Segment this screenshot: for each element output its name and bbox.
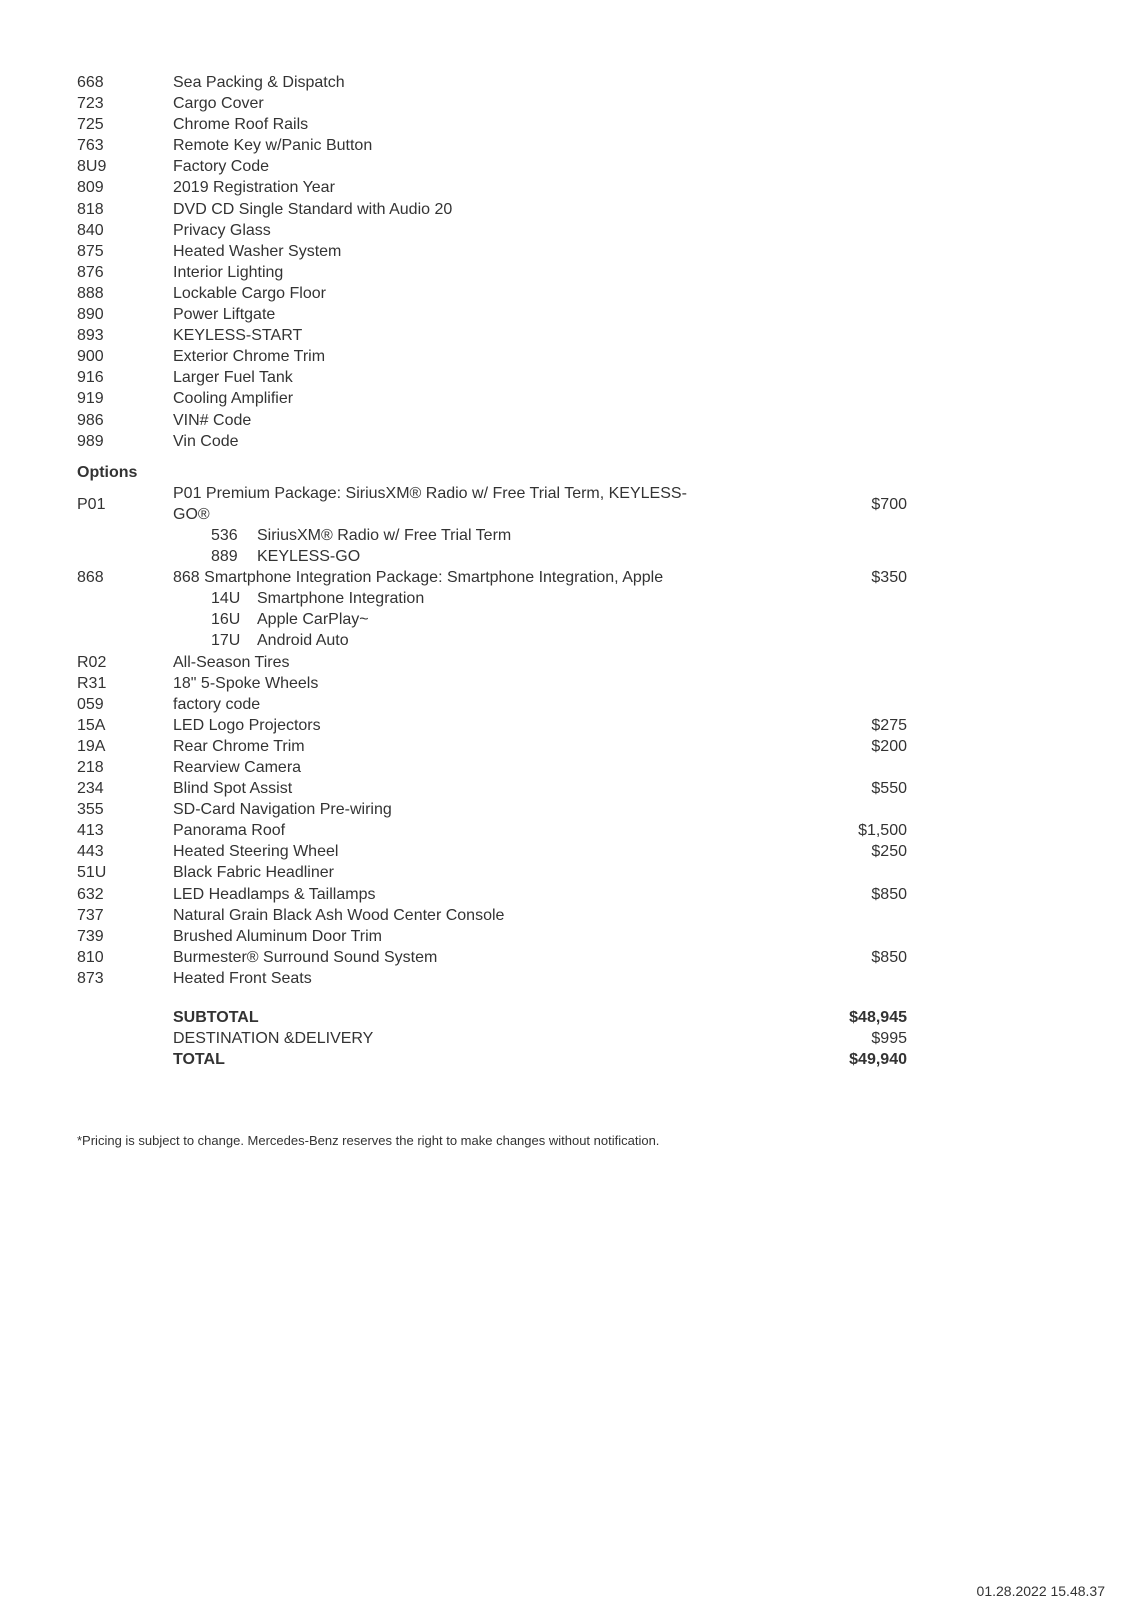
package-description: 868 Smartphone Integration Package: Smartphone Integration, Apple [173, 569, 664, 587]
option-description: Brushed Aluminum Door Trim [173, 927, 382, 945]
standard-item-row [77, 325, 907, 346]
package-price: $700 [871, 495, 907, 513]
sub-item-description: KEYLESS-GO [257, 548, 361, 566]
option-code: 873 [77, 969, 104, 987]
option-code: 51U [77, 864, 107, 882]
standard-item-row [77, 346, 907, 367]
item-description: VIN# Code [173, 411, 252, 429]
delivery-value: $995 [871, 1030, 907, 1048]
option-item-row [77, 841, 907, 862]
option-price: $275 [871, 716, 907, 734]
item-description: Chrome Roof Rails [173, 116, 309, 134]
option-description: Blind Spot Assist [173, 780, 293, 798]
standard-item-row [77, 72, 907, 93]
item-description: Power Liftgate [173, 306, 276, 324]
item-code: 668 [77, 74, 104, 91]
standard-item-row [77, 93, 907, 114]
sub-item-code: 16U [211, 611, 241, 629]
package-sub-item [211, 630, 349, 651]
item-code: 818 [77, 200, 104, 218]
option-code: 19A [77, 737, 106, 755]
package-sub-item [211, 588, 424, 609]
option-item-row [77, 778, 907, 799]
option-price: $250 [871, 843, 907, 861]
option-item-row [77, 905, 907, 926]
item-description: Vin Code [173, 432, 239, 450]
option-code: 218 [77, 759, 104, 776]
item-code: 840 [77, 221, 104, 239]
package-description-continued: GO® [173, 505, 210, 523]
option-item-row [77, 968, 907, 989]
option-code: 632 [77, 885, 104, 903]
package-sub-item [211, 609, 369, 630]
package-code: 868 [77, 569, 104, 587]
package-sub-item-row [77, 630, 907, 651]
option-description: factory code [173, 695, 261, 713]
item-code: 900 [77, 348, 104, 366]
option-code: 739 [77, 927, 104, 945]
package-sub-item-row [77, 546, 907, 567]
standard-item-row [77, 388, 907, 409]
package-description: P01 Premium Package: SiriusXM® Radio w/ Free Trial Term, KEYLESS- [173, 484, 687, 502]
option-code: 355 [77, 801, 104, 819]
package-sub-item [211, 525, 511, 546]
sub-item-code: 17U [211, 632, 241, 650]
standard-item-row [77, 220, 907, 241]
standard-item-row [77, 177, 907, 198]
option-description: LED Logo Projectors [173, 716, 321, 734]
option-code: R02 [77, 653, 107, 671]
item-description: Privacy Glass [173, 221, 271, 239]
option-item-row [77, 673, 907, 694]
item-code: 723 [77, 95, 104, 113]
option-price: $200 [871, 737, 907, 755]
total-row [77, 1049, 907, 1070]
item-code: 876 [77, 263, 104, 281]
package-price: $350 [871, 569, 907, 587]
option-item-row [77, 694, 907, 715]
item-description: Factory Code [173, 158, 270, 176]
sub-item-description: Android Auto [257, 632, 349, 650]
option-item-row [77, 652, 907, 673]
sub-item-code: 536 [211, 526, 238, 544]
option-description: Rearview Camera [173, 759, 302, 776]
item-description: 2019 Registration Year [173, 179, 335, 197]
package-sub-item-row [77, 609, 907, 630]
item-description: Sea Packing & Dispatch [173, 74, 345, 91]
standard-item-row [77, 367, 907, 388]
item-code: 875 [77, 242, 104, 260]
option-item-row [77, 736, 907, 757]
item-description: KEYLESS-START [173, 327, 303, 345]
item-description: Cargo Cover [173, 95, 264, 113]
pricing-footnote: *Pricing is subject to change. Mercedes-Benz reserves the right to make changes without notification. [77, 1133, 660, 1148]
option-description: LED Headlamps & Taillamps [173, 885, 376, 903]
item-code: 916 [77, 369, 104, 387]
package-code: P01 [77, 495, 106, 513]
item-description: Exterior Chrome Trim [173, 348, 326, 366]
option-item-row [77, 926, 907, 947]
total-label: TOTAL [173, 1051, 225, 1069]
option-description: 18" 5-Spoke Wheels [173, 674, 319, 692]
option-description: Rear Chrome Trim [173, 737, 305, 755]
item-code: 919 [77, 390, 104, 408]
option-price: $550 [871, 780, 907, 798]
package-row [77, 567, 907, 588]
standard-item-row [77, 114, 907, 135]
item-description: Remote Key w/Panic Button [173, 137, 373, 155]
option-code: 15A [77, 716, 106, 734]
delivery-row [77, 1028, 907, 1049]
item-description: Lockable Cargo Floor [173, 284, 326, 302]
option-description: Panorama Roof [173, 822, 286, 840]
item-code: 888 [77, 284, 104, 302]
option-code: 234 [77, 780, 104, 798]
delivery-label: DESTINATION &DELIVERY [173, 1030, 374, 1048]
option-code: 810 [77, 948, 104, 966]
item-list [77, 72, 907, 1070]
sub-item-description: SiriusXM® Radio w/ Free Trial Term [257, 526, 512, 544]
item-code: 890 [77, 306, 104, 324]
subtotal-value: $48,945 [849, 1009, 907, 1027]
option-item-row [77, 799, 907, 820]
option-item-row [77, 862, 907, 883]
standard-item-row [77, 410, 907, 431]
option-item-row [77, 715, 907, 736]
standard-item-row [77, 135, 907, 156]
print-timestamp: 01.28.2022 15.48.37 [976, 1583, 1105, 1599]
item-code: 989 [77, 432, 104, 450]
option-item-row [77, 757, 907, 778]
item-code: 986 [77, 411, 104, 429]
option-item-row [77, 884, 907, 905]
option-description: Heated Steering Wheel [173, 843, 339, 861]
option-price: $1,500 [858, 822, 907, 840]
sub-item-description: Smartphone Integration [257, 590, 425, 608]
sub-item-code: 14U [211, 590, 241, 608]
item-code: 893 [77, 327, 104, 345]
option-code: R31 [77, 674, 107, 692]
option-code: 737 [77, 906, 104, 924]
package-sub-item-row [77, 588, 907, 609]
option-item-row [77, 947, 907, 968]
item-description: DVD CD Single Standard with Audio 20 [173, 200, 453, 218]
item-code: 809 [77, 179, 104, 197]
option-description: Natural Grain Black Ash Wood Center Console [173, 906, 505, 924]
sub-item-code: 889 [211, 548, 238, 566]
option-price: $850 [871, 948, 907, 966]
standard-item-row [77, 304, 907, 325]
standard-item-row [77, 283, 907, 304]
option-price: $850 [871, 885, 907, 903]
option-description: Black Fabric Headliner [173, 864, 334, 882]
option-description: Heated Front Seats [173, 969, 312, 987]
subtotal-row [77, 1007, 907, 1028]
item-code: 8U9 [77, 158, 107, 176]
option-description: Burmester® Surround Sound System [173, 948, 438, 966]
item-description: Cooling Amplifier [173, 390, 294, 408]
standard-item-row [77, 156, 907, 177]
standard-item-row [77, 199, 907, 220]
option-item-row [77, 820, 907, 841]
option-description: SD-Card Navigation Pre-wiring [173, 801, 392, 819]
option-description: All-Season Tires [173, 653, 290, 671]
item-description: Heated Washer System [173, 242, 342, 260]
package-sub-item [211, 546, 360, 567]
sub-item-description: Apple CarPlay~ [257, 611, 369, 629]
standard-item-row [77, 431, 907, 452]
item-code: 763 [77, 137, 104, 155]
standard-item-row [77, 241, 907, 262]
package-sub-item-row [77, 525, 907, 546]
options-heading-row [77, 462, 907, 483]
option-code: 443 [77, 843, 104, 861]
options-heading: Options [77, 463, 138, 481]
item-description: Interior Lighting [173, 263, 284, 281]
package-row-continued [77, 495, 907, 525]
item-description: Larger Fuel Tank [173, 369, 293, 387]
total-value: $49,940 [849, 1051, 907, 1069]
item-code: 725 [77, 116, 104, 134]
option-code: 059 [77, 695, 104, 713]
subtotal-label: SUBTOTAL [173, 1009, 259, 1027]
standard-item-row [77, 262, 907, 283]
option-code: 413 [77, 822, 104, 840]
package-row [77, 483, 907, 504]
